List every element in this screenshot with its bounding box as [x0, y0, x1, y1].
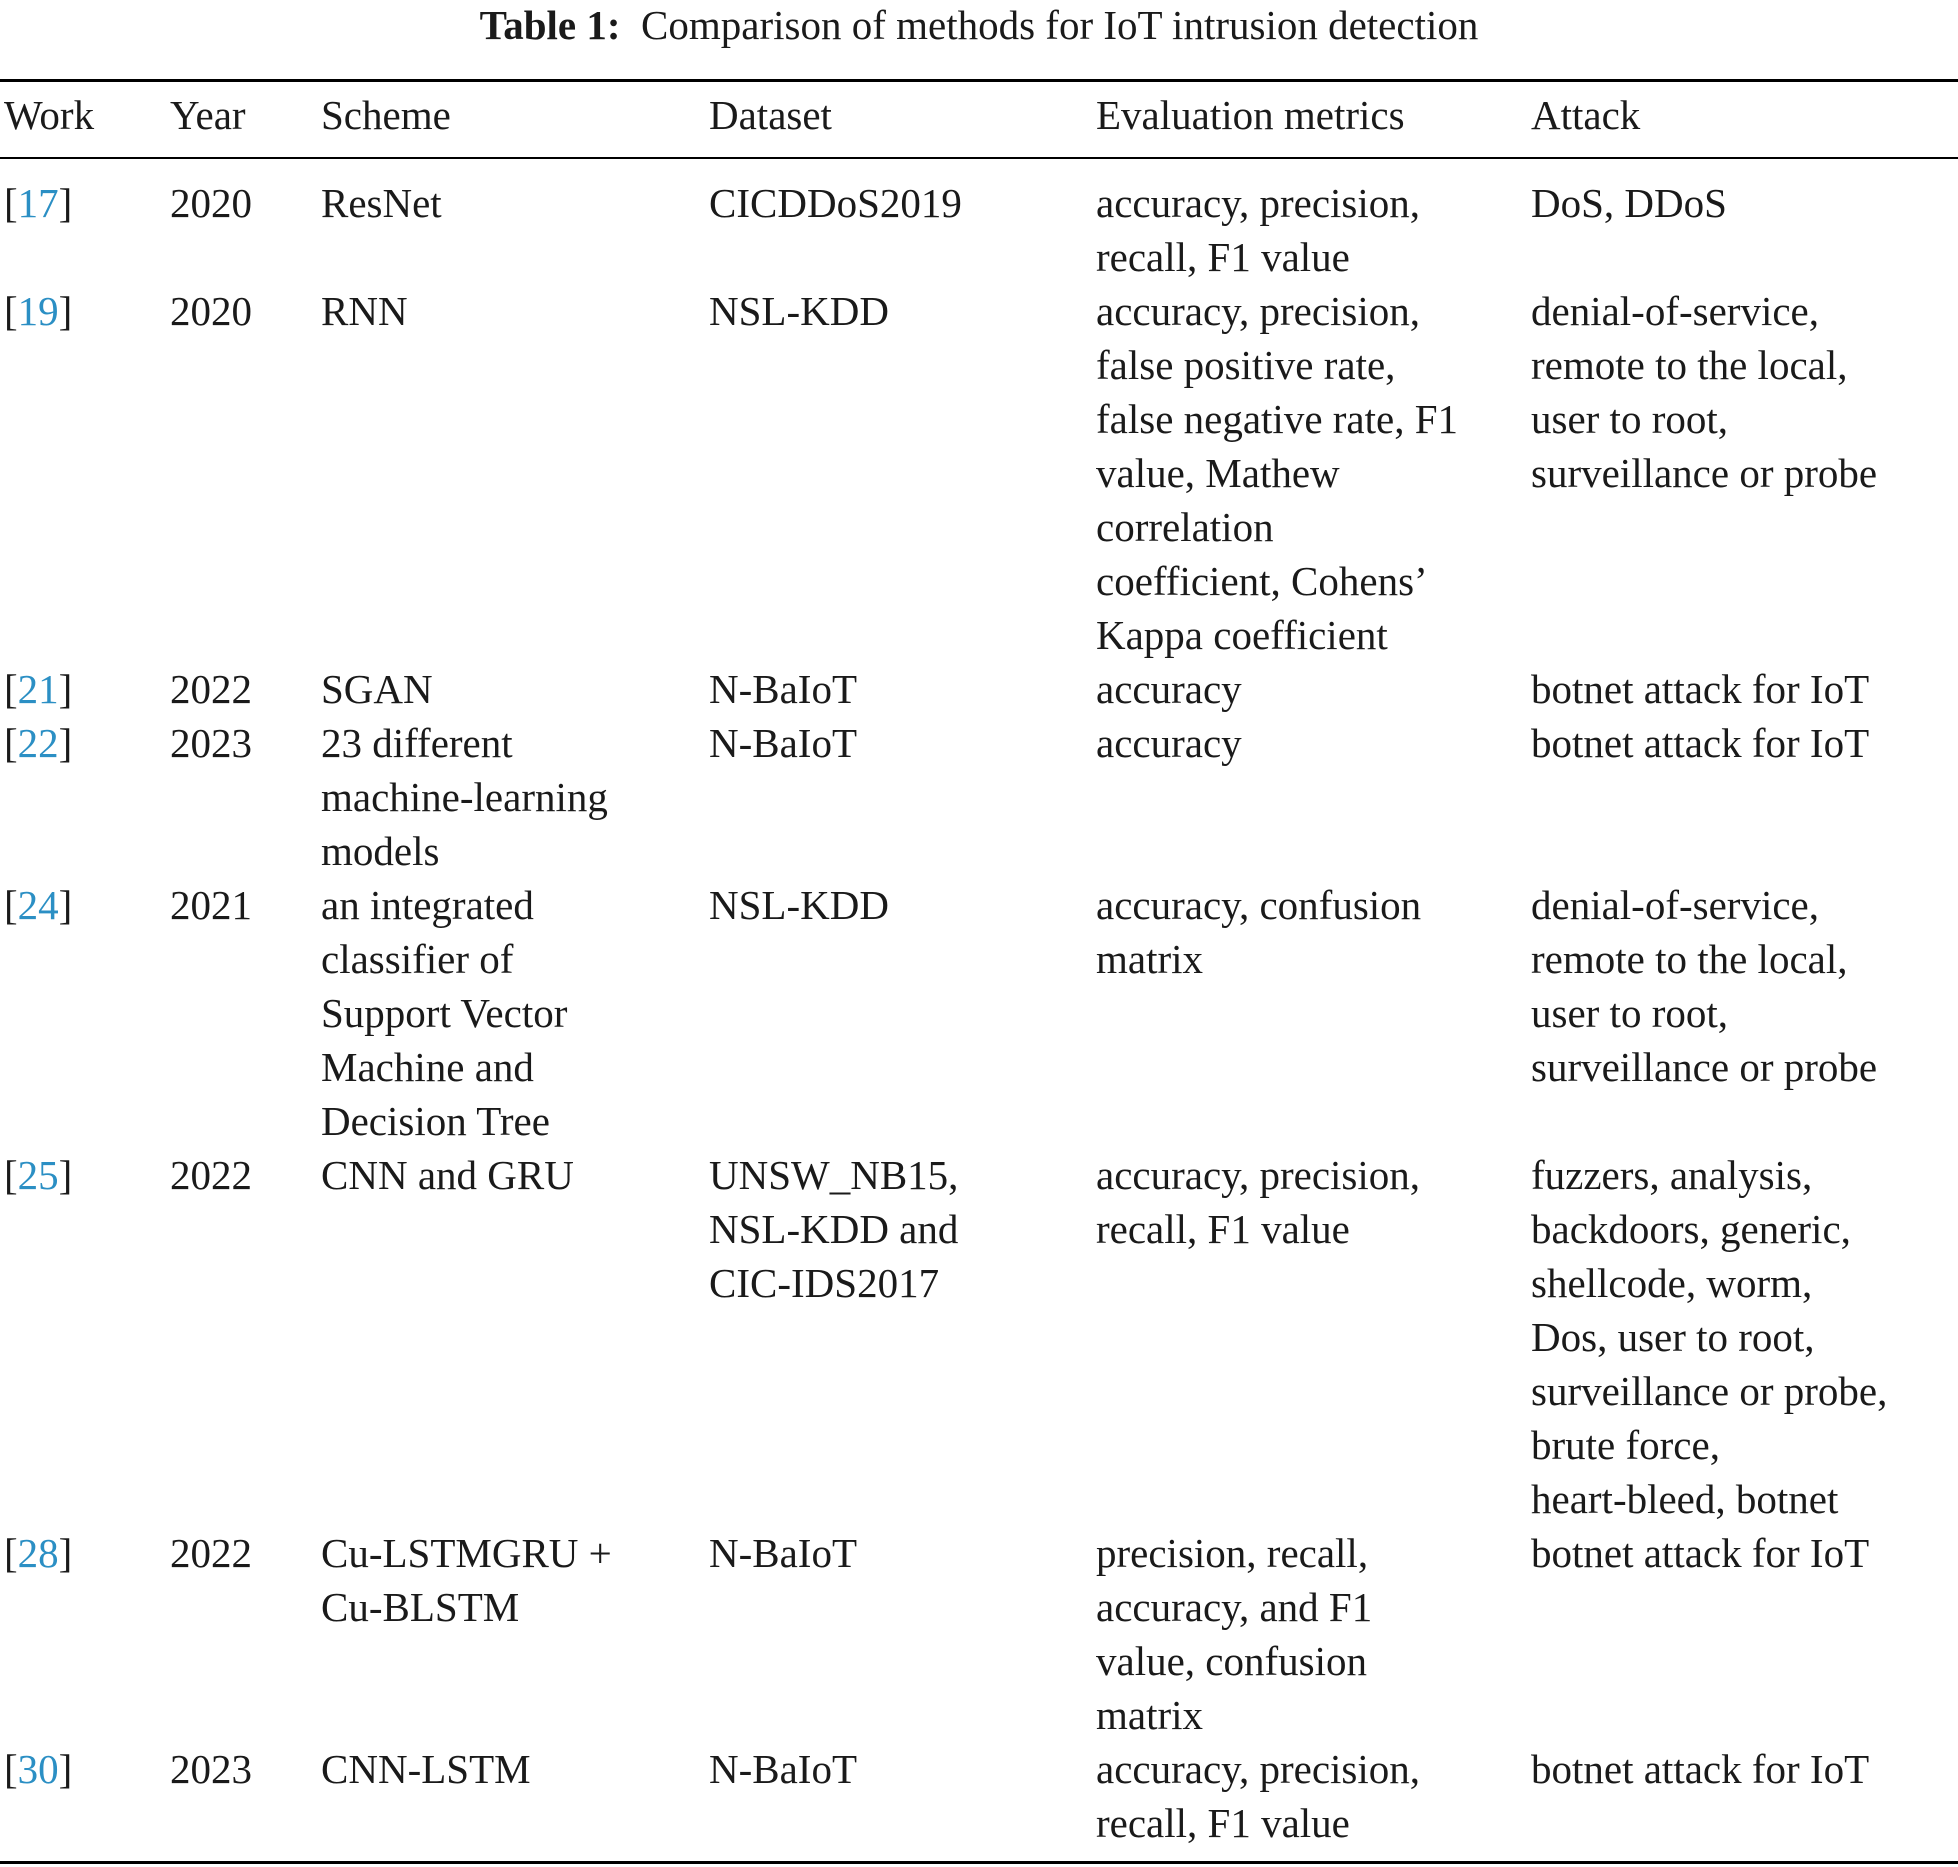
cell-year: 2020: [170, 288, 252, 334]
cell-scheme: [321, 176, 691, 230]
cell-attack-line: user to root,: [1531, 990, 1728, 1036]
cell-attack-line: botnet attack for IoT: [1531, 1530, 1870, 1576]
cell-attack: [1531, 1526, 1958, 1580]
cell-year: 2023: [170, 1746, 252, 1792]
cell-scheme-line: RNN: [321, 288, 408, 334]
header-dataset: Dataset: [709, 92, 832, 138]
citation-link[interactable]: 21: [17, 666, 59, 712]
cell-dataset: [709, 176, 1079, 230]
cell-scheme-line: CNN-LSTM: [321, 1746, 531, 1792]
cell-dataset-line: CIC-IDS2017: [709, 1260, 940, 1306]
cell-work: [25]: [4, 1152, 73, 1198]
cell-dataset-line: NSL-KDD and: [709, 1206, 959, 1252]
cell-attack-line: fuzzers, analysis,: [1531, 1152, 1813, 1198]
table-row: [0, 1742, 1958, 1850]
cell-attack-line: botnet attack for IoT: [1531, 666, 1870, 712]
cell-work: [30]: [4, 1746, 73, 1792]
cell-attack: [1531, 716, 1958, 770]
cell-year: 2022: [170, 1530, 252, 1576]
citation-link[interactable]: 25: [17, 1152, 59, 1198]
cell-scheme-line: Machine and: [321, 1044, 534, 1090]
cell-evaluation-metrics-line: precision, recall,: [1096, 1530, 1369, 1576]
cell-evaluation-metrics: [1096, 662, 1524, 716]
table-bottom-rule: [0, 1861, 1958, 1864]
cell-evaluation-metrics-line: accuracy: [1096, 720, 1242, 766]
cell-evaluation-metrics: [1096, 878, 1524, 986]
cell-attack-line: denial-of-service,: [1531, 882, 1819, 928]
cell-evaluation-metrics: [1096, 1526, 1524, 1742]
table-row: [0, 662, 1958, 716]
cell-attack-line: surveillance or probe: [1531, 450, 1878, 496]
cell-evaluation-metrics: [1096, 176, 1524, 284]
cell-attack-line: user to root,: [1531, 396, 1728, 442]
cell-dataset-line: CICDDoS2019: [709, 180, 962, 226]
header-scheme: Scheme: [321, 92, 451, 138]
cell-evaluation-metrics-line: accuracy, precision,: [1096, 1746, 1421, 1792]
cell-attack: [1531, 284, 1958, 500]
cell-scheme-line: Cu-LSTMGRU +: [321, 1530, 612, 1576]
cell-year: 2022: [170, 666, 252, 712]
cell-evaluation-metrics-line: accuracy, precision,: [1096, 1152, 1421, 1198]
table-header-row: [0, 88, 1958, 144]
cell-dataset: [709, 1742, 1079, 1796]
cell-dataset: [709, 716, 1079, 770]
cell-evaluation-metrics-line: value, Mathew: [1096, 450, 1340, 496]
table-header-rule: [0, 157, 1958, 159]
cell-evaluation-metrics-line: accuracy, confusion: [1096, 882, 1422, 928]
cell-attack: [1531, 662, 1958, 716]
table-row: [0, 284, 1958, 662]
cell-attack: [1531, 878, 1958, 1094]
cell-attack: [1531, 1742, 1958, 1796]
cell-dataset-line: UNSW_NB15,: [709, 1152, 959, 1198]
cell-attack-line: botnet attack for IoT: [1531, 1746, 1870, 1792]
citation-link[interactable]: 28: [17, 1530, 59, 1576]
cell-work: [24]: [4, 882, 73, 928]
cell-evaluation-metrics-line: accuracy, and F1: [1096, 1584, 1373, 1630]
cell-evaluation-metrics: [1096, 716, 1524, 770]
cell-year: 2020: [170, 180, 252, 226]
cell-scheme-line: Decision Tree: [321, 1098, 550, 1144]
cell-scheme-line: ResNet: [321, 180, 442, 226]
cell-attack-line: botnet attack for IoT: [1531, 720, 1870, 766]
cell-scheme-line: 23 different: [321, 720, 513, 766]
cell-attack-line: DoS, DDoS: [1531, 180, 1727, 226]
cell-dataset: [709, 1148, 1079, 1310]
cell-evaluation-metrics-line: coefficient, Cohens’: [1096, 558, 1428, 604]
table-row: [0, 716, 1958, 878]
table-caption-text: Comparison of methods for IoT intrusion detection: [641, 2, 1479, 48]
cell-evaluation-metrics: [1096, 284, 1524, 662]
cell-scheme: [321, 1742, 691, 1796]
citation-link[interactable]: 24: [17, 882, 59, 928]
cell-work: [28]: [4, 1530, 73, 1576]
cell-year: 2021: [170, 882, 252, 928]
cell-evaluation-metrics-line: accuracy, precision,: [1096, 288, 1421, 334]
cell-evaluation-metrics-line: Kappa coefficient: [1096, 612, 1388, 658]
cell-evaluation-metrics: [1096, 1742, 1524, 1850]
citation-link[interactable]: 19: [17, 288, 59, 334]
cell-scheme-line: CNN and GRU: [321, 1152, 574, 1198]
cell-evaluation-metrics-line: false positive rate,: [1096, 342, 1396, 388]
cell-attack-line: shellcode, worm,: [1531, 1260, 1813, 1306]
table-row: [0, 176, 1958, 284]
cell-attack-line: heart-bleed, botnet: [1531, 1476, 1839, 1522]
cell-dataset: [709, 662, 1079, 716]
citation-link[interactable]: 22: [17, 720, 59, 766]
cell-scheme-line: classifier of: [321, 936, 514, 982]
cell-dataset: [709, 1526, 1079, 1580]
cell-dataset-line: NSL-KDD: [709, 882, 889, 928]
table-caption-label: Table 1:: [479, 2, 621, 48]
cell-attack-line: brute force,: [1531, 1422, 1720, 1468]
cell-attack: [1531, 176, 1958, 230]
cell-evaluation-metrics-line: matrix: [1096, 936, 1204, 982]
cell-dataset-line: NSL-KDD: [709, 288, 889, 334]
table-caption: [0, 0, 1958, 50]
cell-evaluation-metrics-line: recall, F1 value: [1096, 234, 1350, 280]
cell-attack-line: remote to the local,: [1531, 342, 1848, 388]
cell-evaluation-metrics-line: correlation: [1096, 504, 1274, 550]
header-work: Work: [4, 92, 95, 138]
cell-year: 2023: [170, 720, 252, 766]
cell-dataset-line: N-BaIoT: [709, 1746, 858, 1792]
cell-work: [21]: [4, 666, 73, 712]
cell-dataset-line: N-BaIoT: [709, 1530, 858, 1576]
cell-attack-line: surveillance or probe,: [1531, 1368, 1888, 1414]
cell-attack-line: surveillance or probe: [1531, 1044, 1878, 1090]
cell-evaluation-metrics-line: false negative rate, F1: [1096, 396, 1459, 442]
cell-evaluation-metrics-line: accuracy: [1096, 666, 1242, 712]
cell-evaluation-metrics-line: matrix: [1096, 1692, 1204, 1738]
cell-scheme-line: an integrated: [321, 882, 534, 928]
cell-dataset: [709, 284, 1079, 338]
citation-link[interactable]: 30: [17, 1746, 59, 1792]
cell-attack: [1531, 1148, 1958, 1526]
citation-link[interactable]: 17: [17, 180, 59, 226]
cell-evaluation-metrics-line: accuracy, precision,: [1096, 180, 1421, 226]
cell-scheme-line: machine-learning: [321, 774, 608, 820]
table-top-rule: [0, 79, 1958, 82]
cell-attack-line: backdoors, generic,: [1531, 1206, 1851, 1252]
cell-scheme-line: Support Vector: [321, 990, 568, 1036]
cell-dataset-line: N-BaIoT: [709, 720, 858, 766]
header-evaluation-metrics: Evaluation metrics: [1096, 92, 1405, 138]
cell-attack-line: denial-of-service,: [1531, 288, 1819, 334]
cell-work: [19]: [4, 288, 73, 334]
cell-scheme-line: models: [321, 828, 440, 874]
cell-year: 2022: [170, 1152, 252, 1198]
cell-attack-line: Dos, user to root,: [1531, 1314, 1815, 1360]
cell-scheme: [321, 662, 691, 716]
cell-evaluation-metrics-line: recall, F1 value: [1096, 1206, 1350, 1252]
header-attack: Attack: [1531, 92, 1641, 138]
table-row: [0, 878, 1958, 1148]
cell-scheme: [321, 284, 691, 338]
cell-work: [22]: [4, 720, 73, 766]
table-row: [0, 1526, 1958, 1742]
cell-scheme-line: SGAN: [321, 666, 433, 712]
cell-work: [17]: [4, 180, 73, 226]
cell-scheme: [321, 878, 691, 1148]
table-row: [0, 1148, 1958, 1526]
cell-scheme: [321, 1148, 691, 1202]
cell-evaluation-metrics: [1096, 1148, 1524, 1256]
cell-scheme: [321, 1526, 691, 1634]
cell-evaluation-metrics-line: value, confusion: [1096, 1638, 1367, 1684]
header-year: Year: [170, 92, 246, 138]
cell-attack-line: remote to the local,: [1531, 936, 1848, 982]
cell-dataset-line: N-BaIoT: [709, 666, 858, 712]
cell-dataset: [709, 878, 1079, 932]
cell-scheme: [321, 716, 691, 878]
cell-evaluation-metrics-line: recall, F1 value: [1096, 1800, 1350, 1846]
cell-scheme-line: Cu-BLSTM: [321, 1584, 520, 1630]
